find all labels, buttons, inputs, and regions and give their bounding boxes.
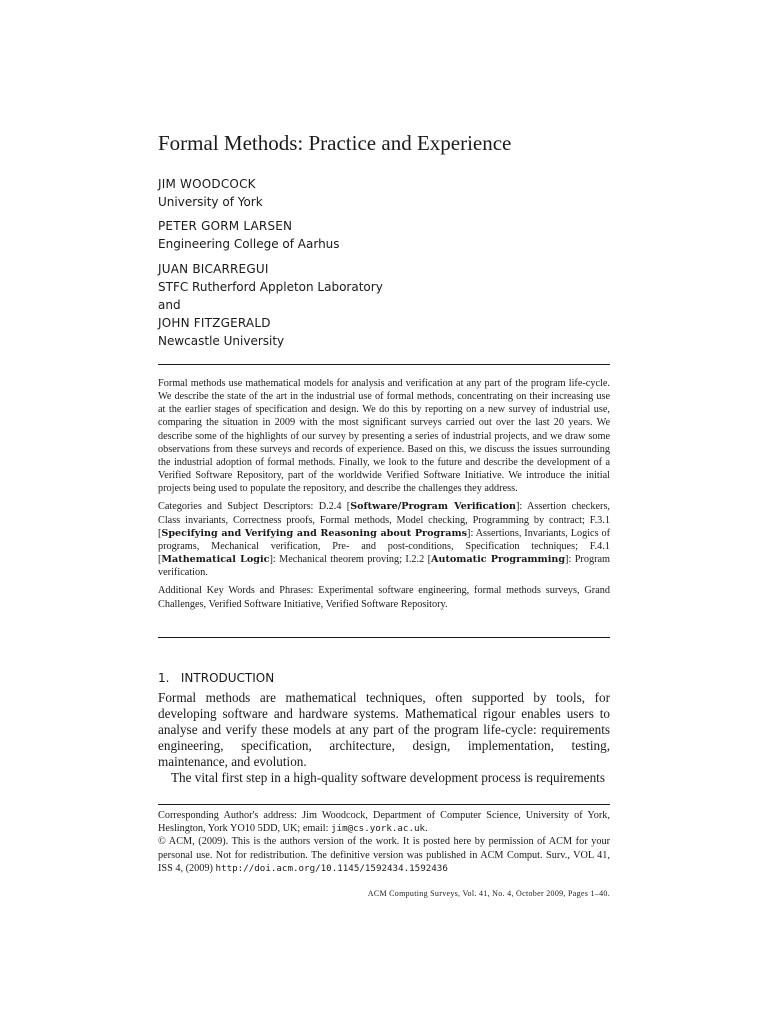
category-software-verification: Software/Program Verification bbox=[350, 501, 516, 513]
author-name-3: JUAN BICARREGUI bbox=[158, 262, 269, 276]
categories-part-4: ]: Mechanical theorem proving; I.2.2 [ bbox=[269, 554, 432, 566]
author-affiliation-3: STFC Rutherford Appleton Laboratory bbox=[158, 280, 383, 294]
author-name-4: JOHN FITZGERALD bbox=[158, 316, 271, 330]
author-affiliation-1: University of York bbox=[158, 195, 263, 209]
categories-text bbox=[158, 500, 610, 579]
categories-part-1: Categories and Subject Descriptors: D.2.4 [ bbox=[158, 501, 351, 513]
paper-title: Formal Methods: Practice and Experience bbox=[158, 131, 512, 155]
footnote-address-end: . bbox=[425, 823, 428, 835]
footnote-copyright-text: © ACM, (2009). This is the authors version of the work. It is posted here by permission of ACM for your personal use. Not for redistribution. The definitive version was published in ACM Comput. Surv., VOL 41, ISS 4, (2009) bbox=[158, 836, 610, 874]
running-footer: ACM Computing Surveys, Vol. 41, No. 4, October 2009, Pages 1–40. bbox=[367, 889, 610, 898]
footnote-copyright bbox=[158, 835, 610, 875]
body-text bbox=[158, 690, 610, 787]
footnote-address-text: Corresponding Author's address: Jim Woodcock, Department of Computer Science, University of York, Heslington, York YO10 5DD, UK; email: bbox=[158, 810, 610, 835]
footnote-rule bbox=[158, 804, 610, 805]
categories-part-3: ]: Assertions, Invariants, Logics of programs, Mechanical verification, Pre- and post-conditions, Specification techniques; F.4.1 [ bbox=[158, 527, 610, 566]
category-mathematical-logic: Mathematical Logic bbox=[161, 554, 270, 566]
body-paragraph-2: The vital first step in a high-quality software development process is requirements bbox=[171, 770, 605, 786]
section-heading: 1. INTRODUCTION bbox=[158, 671, 275, 685]
abstract-text: Formal methods use mathematical models for analysis and verification at any part of the program life-cycle. We describe the state of the art in the industrial use of formal methods, concentrating on their increasing use at the earlier stages of specification and design. We do this by reporting on a new survey of industrial use, comparing the situation in 2009 with the most significant surveys carried out over the last 20 years. We describe some of the highlights of our survey by presenting a series of industrial projects, and we draw some observations from these surveys and records of experience. Based on this, we discuss the issues surrounding the industrial adoption of formal methods. Finally, we look to the future and describe the development of a Verified Software Repository, part of the worldwide Verified Software Initiative. We introduce the initial projects being used to populate the repository, and describe the challenges they address. bbox=[158, 378, 610, 495]
categories-part-2: ]: Assertion checkers, Class invariants, Correctness proofs, Formal methods, Model checking, Programming by contract; F.3.1 [ bbox=[158, 501, 610, 539]
author-affiliation-4: Newcastle University bbox=[158, 334, 285, 348]
author-name-2: PETER GORM LARSEN bbox=[158, 219, 293, 233]
author-name-1: JIM WOODCOCK bbox=[158, 177, 256, 191]
footnote-block bbox=[158, 809, 610, 875]
abstract-top-rule bbox=[158, 364, 610, 365]
category-specifying-verifying: Specifying and Verifying and Reasoning about Programs bbox=[161, 527, 468, 539]
keywords-text: Additional Key Words and Phrases: Experimental software engineering, formal methods surveys, Grand Challenges, Verified Software Initiative, Verified Software Repository. bbox=[158, 585, 610, 610]
footnote-doi-link[interactable]: http://doi.acm.org/10.1145/1592434.1592436 bbox=[215, 862, 448, 874]
abstract-block bbox=[158, 377, 610, 611]
author-affiliation-2: Engineering College of Aarhus bbox=[158, 237, 340, 251]
paper-page bbox=[158, 0, 610, 1024]
abstract-bottom-rule bbox=[158, 637, 610, 638]
category-automatic-programming: Automatic Programming bbox=[431, 554, 566, 566]
author-and: and bbox=[158, 298, 181, 312]
footnote-email-link[interactable]: jim@cs.york.ac.uk bbox=[331, 823, 426, 835]
footnote-address bbox=[158, 809, 610, 835]
body-paragraph-1: Formal methods are mathematical techniques, often supported by tools, for developing software and hardware systems. Mathematical rigour enables users to analyse and verify these models at any part of the program life-cycle: requirements engineering, specification, architecture, design, implementation, testing, maintenance, and evolution. bbox=[158, 690, 610, 770]
categories-part-5: ]: Program verification. bbox=[158, 554, 611, 579]
